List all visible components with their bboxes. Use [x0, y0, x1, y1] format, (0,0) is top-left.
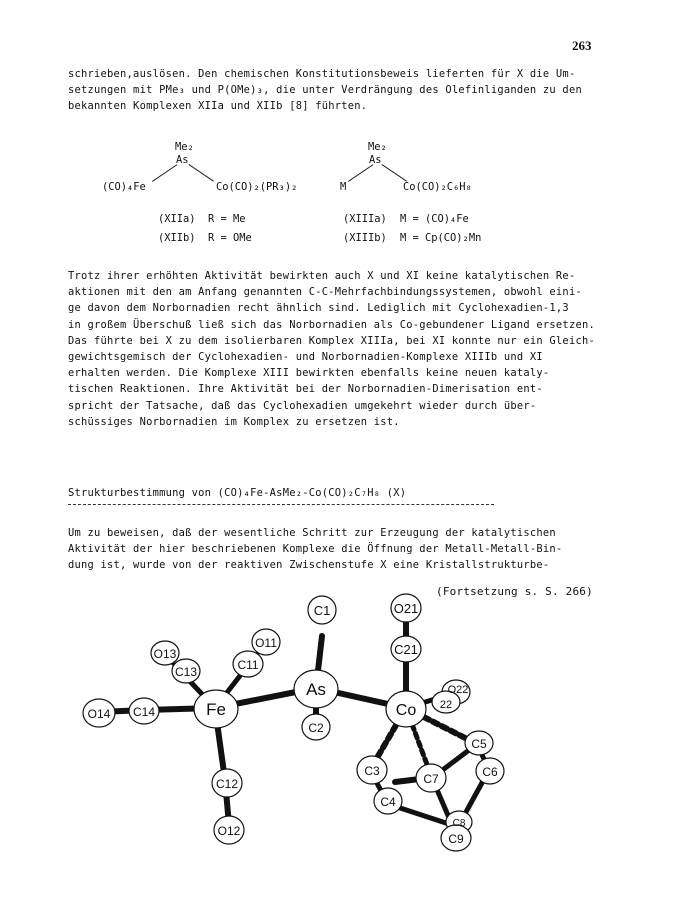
- label-c5: C5: [471, 737, 487, 751]
- label-c7: C7: [423, 772, 439, 786]
- right-me2-label: Me₂: [368, 141, 387, 153]
- left-fe-label: (CO)₄Fe: [102, 181, 146, 193]
- label-c3: C3: [364, 764, 380, 778]
- compound-definition: R = Me: [208, 213, 246, 225]
- label-o22: O22: [447, 684, 469, 696]
- text-line: ge davon dem Norbornadien recht ähnlich sind. Lediglich mit Cyclohexadien-1,3: [68, 302, 569, 315]
- label-c2: C2: [308, 721, 324, 735]
- label-c14: C14: [132, 705, 156, 719]
- left-me2-label: Me₂: [175, 141, 194, 153]
- label-o14: O14: [87, 707, 111, 721]
- text-line: Aktivität der hier beschriebenen Komplexe die Öffnung der Metall-Metall-Bin-: [68, 543, 563, 556]
- text-line: erhalten werden. Die Komplexe XIII bewirkten ebenfalls keine neuen kataly-: [68, 367, 550, 380]
- label-c11: C11: [237, 658, 259, 672]
- section-heading: Strukturbestimmung von (CO)₄Fe-AsMe₂-Co(CO)₂C₇H₈ (X): [68, 487, 407, 499]
- text-line: bekannten Komplexen XIIa und XIIb [8] führten.: [68, 100, 368, 113]
- label-o11: O11: [255, 636, 277, 650]
- label-as: As: [306, 680, 326, 699]
- label-c4: C4: [380, 795, 396, 809]
- label-c6: C6: [482, 765, 498, 779]
- right-m-label: M: [340, 181, 347, 193]
- text-line: Trotz ihrer erhöhten Aktivität bewirkten auch X und XI keine katalytischen Re-: [68, 270, 576, 282]
- label-c21: C21: [394, 642, 418, 657]
- page-number: 263: [572, 38, 592, 53]
- label-o21: O21: [393, 601, 419, 616]
- left-as-label: As: [176, 154, 189, 166]
- label-co: Co: [395, 702, 417, 719]
- text-line: gewichtsgemisch der Cyclohexadien- und Norbornadien-Komplexe XIIIb und XI: [68, 351, 543, 364]
- compound-id: (XIIIb): [343, 232, 387, 244]
- label-c8: C8: [452, 818, 466, 829]
- compound-id: (XIIIa): [343, 213, 387, 225]
- label-o13: O13: [153, 647, 177, 661]
- label-c12: C12: [215, 777, 239, 791]
- text-line: schrieben,auslösen. Den chemischen Konstitutionsbeweis lieferten für X die Um-: [68, 68, 576, 80]
- text-line: in großem Überschuß ließ sich das Norbornadien als Co-gebundener Ligand ersetzen.: [68, 318, 595, 331]
- label-fe: Fe: [206, 700, 226, 719]
- text-line: schüssiges Norbornadien im Komplex zu ersetzen ist.: [68, 415, 400, 428]
- compound-definition: M = Cp(CO)₂Mn: [400, 232, 482, 244]
- text-line: setzungen mit PMe₃ und P(OMe)₃, die unter Verdrängung des Olefinliganden zu den: [68, 84, 582, 97]
- label-c9: C9: [448, 832, 464, 846]
- text-line: dung ist, wurde von der reaktiven Zwischenstufe X eine Kristallstrukturbe-: [68, 559, 550, 572]
- label-c13: C13: [174, 665, 198, 679]
- compound-definition: R = OMe: [208, 232, 252, 244]
- text-line: Das führte bei X zu dem isolierbaren Komplex XIIIa, bei XI konnte nur ein Gleich-: [68, 334, 595, 347]
- right-co-label: Co(CO)₂C₆H₈: [403, 181, 472, 193]
- label-c1: C1: [313, 603, 331, 618]
- text-line: spricht der Tatsache, daß das Cyclohexadien umgekehrt wieder durch über-: [68, 399, 537, 412]
- left-co-label: Co(CO)₂(PR₃)₂: [216, 181, 298, 193]
- label-o12: O12: [217, 824, 241, 838]
- compound-definition: M = (CO)₄Fe: [400, 213, 469, 225]
- right-as-label: As: [369, 154, 382, 166]
- label-c22: 22: [439, 699, 453, 711]
- text-line: aktionen mit den am Anfang genannten C-C-Mehrfachbindungssystemen, obwohl eini-: [68, 286, 582, 299]
- text-line: tischen Reaktionen. Ihre Aktivität bei der Norbornadien-Dimerisation ent-: [68, 383, 543, 396]
- continuation-note: (Fortsetzung s. S. 266): [436, 585, 593, 598]
- compound-id: (XIIb): [158, 232, 196, 244]
- compound-id: (XIIa): [158, 213, 196, 225]
- text-line: Um zu beweisen, daß der wesentliche Schritt zur Erzeugung der katalytischen: [68, 527, 556, 539]
